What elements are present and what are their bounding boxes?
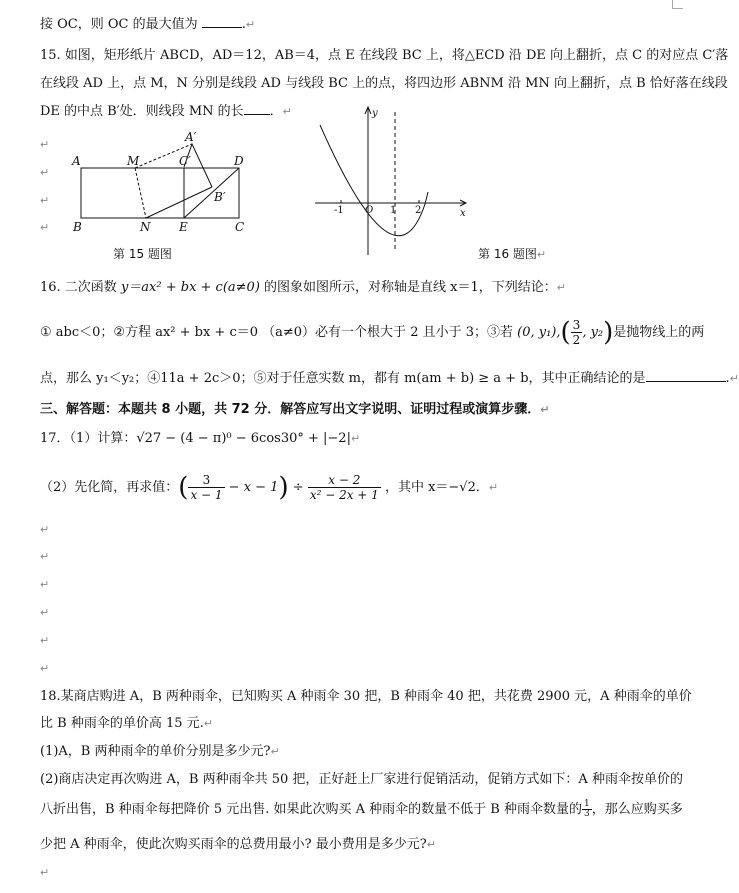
fraction-numerator: 3 xyxy=(188,473,224,488)
q17-part-1 xyxy=(40,430,360,448)
q18-text-6: 少把 A 种雨伞，使此次购买雨伞的总费用最小? 最小费用是多少元? xyxy=(40,837,427,852)
return-mark: ↵ xyxy=(40,606,50,619)
q16-text-3: 点，那么 y₁＜y₂；④11a + 2c＞0；⑤对于任意实数 m，都有 m(am + b) ≥ a + b，其中正确结论的是 xyxy=(40,371,646,386)
q17-middle-term: − x − 1 xyxy=(228,480,279,495)
paren-left: ( xyxy=(178,472,189,503)
fraction-three-halves xyxy=(571,318,583,347)
return-mark: ↵ xyxy=(40,138,50,151)
figure-15-caption: 第 15 题图 xyxy=(113,247,172,261)
return-mark: ↵ xyxy=(282,105,292,118)
paren-right: ) xyxy=(278,472,289,503)
label-a1: A′ xyxy=(185,130,197,144)
q15-text-1: 15. 如图，矩形纸片 ABCD，AD＝12，AB＝4，点 E 在线段 BC 上，将△ECD 沿 DE 向上翻折，点 C 的对应点 C′落 xyxy=(40,48,729,63)
q16-formula: y＝ax² + bx + c(a≠0) xyxy=(120,280,260,295)
answer-blank xyxy=(244,114,270,115)
fraction-numerator: x − 2 xyxy=(308,473,381,488)
q16-line-3: 点，那么 y₁＜y₂；④11a + 2c＞0；⑤对于任意实数 m，都有 m(am + b) ≥ a + b，其中正确结论的是 .↵ xyxy=(40,371,739,386)
return-mark: ↵ xyxy=(245,18,256,31)
q16-text-1a: 16. 二次函数 xyxy=(40,280,117,295)
fraction-denominator: 2 xyxy=(572,333,581,347)
figure-15-rectangle-fold xyxy=(60,125,260,240)
label-c1: C′ xyxy=(179,154,191,168)
q18-line-3 xyxy=(40,743,280,761)
return-mark: ↵ xyxy=(203,717,213,730)
return-mark: ↵ xyxy=(426,838,436,851)
label-x: x xyxy=(460,208,466,219)
fraction-numerator: 1 xyxy=(583,799,590,809)
label-a: A xyxy=(72,154,81,168)
q15-line-3: DE 的中点 B′处．则线段 MN 的长 ．↵ xyxy=(40,104,292,119)
return-mark: ↵ xyxy=(729,372,739,385)
parabola-curve xyxy=(320,125,428,236)
q18-text-3: (1)A，B 两种雨伞的单价分别是多少元? xyxy=(40,744,271,759)
q18-line-5 xyxy=(40,800,683,819)
q17-part-2-text-a: （2）先化简，再求值： xyxy=(40,480,179,495)
segment-b1-n xyxy=(146,187,212,218)
return-mark: ↵ xyxy=(40,866,50,879)
q18-line-1 xyxy=(40,688,692,706)
label-1: 1 xyxy=(390,205,397,216)
label-c: C xyxy=(235,220,245,234)
q18-line-2 xyxy=(40,715,213,733)
q14-tail-text: 接 OC，则 OC 的最大值为 xyxy=(40,17,198,32)
fraction-denominator: x² − 2x + 1 xyxy=(309,488,379,502)
q16-point-1: (0, y₁), xyxy=(517,325,561,340)
q17-part-2 xyxy=(40,473,498,502)
label-d: D xyxy=(234,154,244,168)
q18-line-4 xyxy=(40,771,683,789)
return-mark: ↵ xyxy=(40,523,50,536)
division-sign: ÷ xyxy=(292,480,304,495)
q16-line-1 xyxy=(40,279,566,297)
answer-blank xyxy=(202,27,242,28)
q15-line-1 xyxy=(40,47,728,65)
label-b: B xyxy=(73,220,82,234)
q18-text-5b: ，那么应购买多 xyxy=(591,802,683,817)
q17-part-2-text-b: ，其中 x＝−√2． xyxy=(384,480,489,495)
q15-text-3: DE 的中点 B′处．则线段 MN 的长 xyxy=(40,104,244,119)
segment-mn-dashed xyxy=(135,168,146,218)
figure-16-parabola xyxy=(310,100,475,260)
return-mark: ↵ xyxy=(40,166,50,179)
return-mark: ↵ xyxy=(270,745,280,758)
label-y: y xyxy=(372,108,378,119)
paren-right: ) xyxy=(603,317,614,348)
label-n: N xyxy=(140,220,151,234)
return-mark: ↵ xyxy=(350,432,361,445)
return-mark: ↵ xyxy=(536,248,547,261)
page-corner-mark xyxy=(672,0,683,9)
label-b1: B′ xyxy=(214,190,226,204)
q15-line-2 xyxy=(40,75,728,93)
q15-text-2: 在线段 AD 上，点 M，N 分别是线段 AD 与线段 BC 上的点，将四边形 ABNM 沿 MN 向上翻折，点 B 恰好落在线段 xyxy=(40,76,728,91)
label-minus-1: -1 xyxy=(334,205,344,216)
figure-16-caption xyxy=(478,245,546,262)
q16-text-2a: ① abc＜0；②方程 ax² + bx + c＝0 （a≠0）必有一个根大于 2 且小于 3；③若 xyxy=(40,325,513,340)
return-mark: ↵ xyxy=(556,281,567,294)
return-mark: ↵ xyxy=(40,662,50,675)
section-3-heading xyxy=(40,401,549,419)
q14-tail-line: 接 OC，则 OC 的最大值为 .↵ xyxy=(40,17,256,32)
label-2: 2 xyxy=(415,205,422,216)
return-mark: ↵ xyxy=(40,194,50,207)
label-e: E xyxy=(179,220,188,234)
section-3-heading-text: 三、解答题：本题共 8 小题，共 72 分．解答应写出文字说明、证明过程或演算步骤． xyxy=(40,402,541,417)
return-mark: ↵ xyxy=(40,634,50,647)
q16-line-2 xyxy=(40,318,704,347)
segment-ed xyxy=(184,168,239,218)
q18-line-6 xyxy=(40,836,436,854)
return-mark: ↵ xyxy=(488,481,499,494)
q16-point-2-y: , y₂ xyxy=(582,325,604,340)
q18-text-2: 比 B 种雨伞的单价高 15 元. xyxy=(40,716,204,731)
return-mark: ↵ xyxy=(40,550,50,563)
fraction-x-minus-2 xyxy=(308,473,381,502)
fraction-numerator: 3 xyxy=(572,318,581,332)
answer-blank xyxy=(646,381,726,382)
q18-text-4: (2)商店决定再次购进 A，B 两种雨伞共 50 把，正好赶上厂家进行促销活动，促销方式如下：A 种雨伞按单价的 xyxy=(40,772,683,787)
figure-16-caption-text: 第 16 题图 xyxy=(478,247,537,261)
fraction-denominator: 3 xyxy=(583,809,590,819)
paren-left: ( xyxy=(560,317,571,348)
label-origin: O xyxy=(365,205,374,216)
q16-text-1b: 的图象如图所示，对称轴是直线 x＝1，下列结论： xyxy=(264,280,557,295)
fraction-denominator: x − 1 xyxy=(190,488,223,502)
q17-part-1-text: 17．（1）计算：√27 − (4 − π)⁰ − 6cos30° + |−2| xyxy=(40,431,351,446)
q18-text-5a: 八折出售，B 种雨伞每把降价 5 元出售. 如果此次购买 A 种雨伞的数量不低于 B 种雨伞数量的 xyxy=(40,802,582,817)
fraction-3-over-x-minus-1 xyxy=(188,473,224,502)
return-mark: ↵ xyxy=(40,221,50,234)
fraction-one-third xyxy=(582,800,592,819)
return-mark: ↵ xyxy=(40,578,50,591)
q18-text-1: 18.某商店购进 A，B 两种雨伞，已知购买 A 种雨伞 30 把，B 种雨伞 40 把，共花费 2900 元，A 种雨伞的单价 xyxy=(40,689,692,704)
return-mark: ↵ xyxy=(540,403,550,416)
label-m: M xyxy=(127,154,140,168)
q16-text-2b: 是抛物线上的两 xyxy=(613,325,705,340)
